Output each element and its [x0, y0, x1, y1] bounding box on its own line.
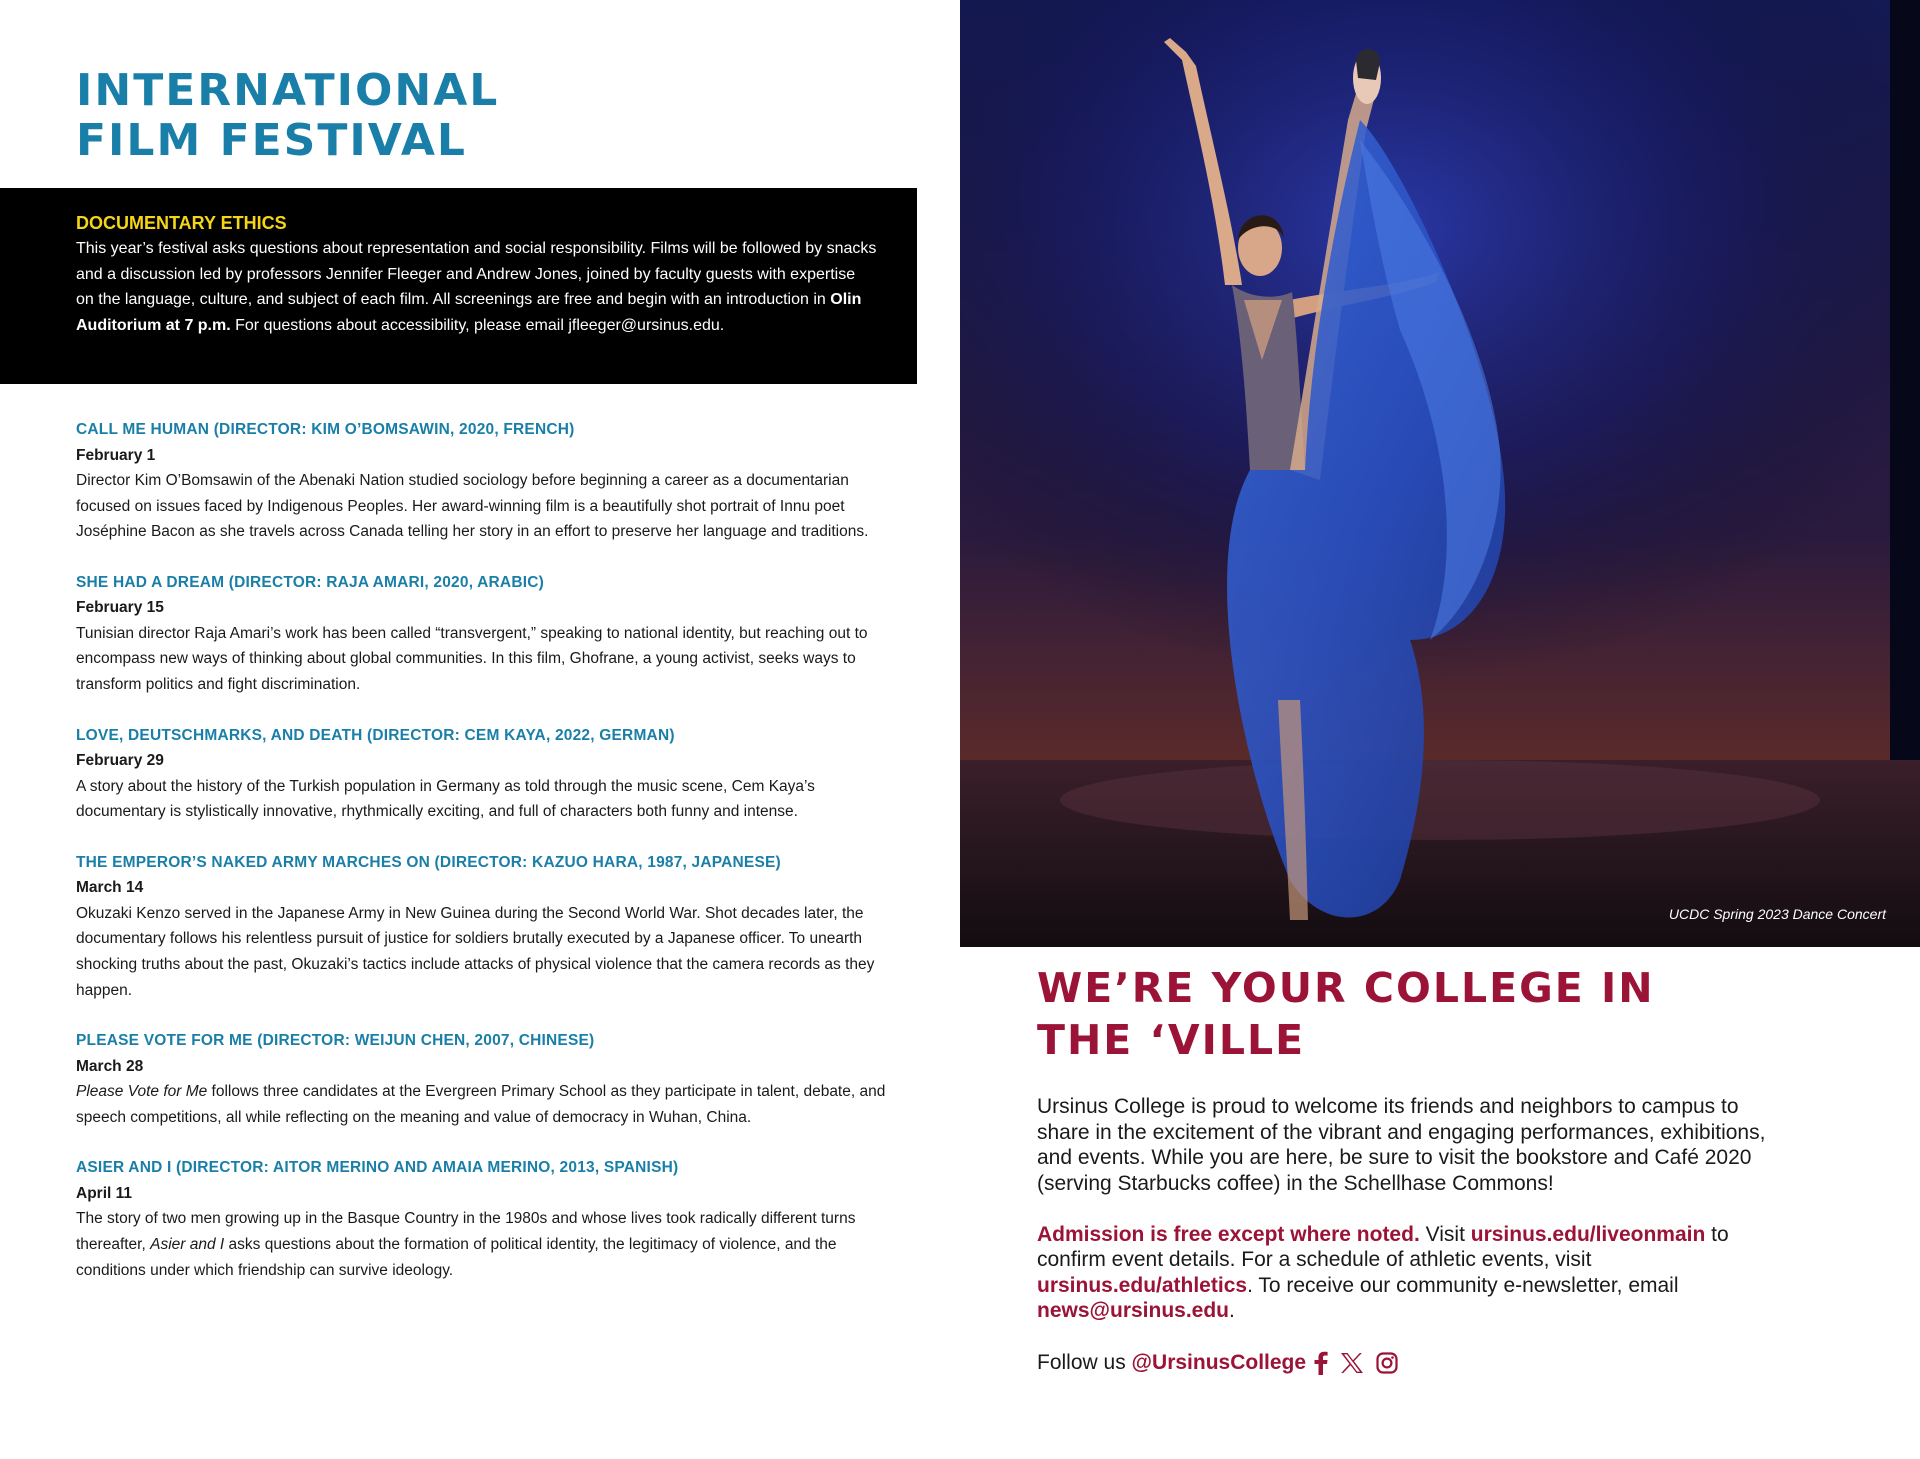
- film-date: April 11: [76, 1184, 132, 1202]
- festival-title-line1: INTERNATIONAL: [76, 65, 500, 116]
- film-description-text: follows three candidates at the Evergreen Primary School as they participate in talent, debate, and speech competitions, all while reflecting on the meaning and value of democracy in Wuhan, China.: [76, 1083, 886, 1126]
- admission-text: to confirm event details. For a schedule of athletic events, visit: [1037, 1222, 1729, 1271]
- intro-text: [76, 236, 877, 339]
- liveonmain-link[interactable]: ursinus.edu/liveonmain: [1470, 1222, 1706, 1246]
- headline-line2: THE ‘VILLE: [1037, 1016, 1306, 1064]
- intro-box: [0, 188, 917, 384]
- film-item: [76, 850, 891, 1003]
- film-title-italic: Asier and I: [150, 1235, 225, 1253]
- festival-title: [76, 66, 499, 166]
- college-headline: [1037, 962, 1877, 1066]
- intro-text-after: For questions about accessibility, please email jfleeger@ursinus.edu.: [230, 317, 725, 335]
- film-title: CALL ME HUMAN (DIRECTOR: KIM O’BOMSAWIN, 2020, FRENCH): [76, 421, 575, 438]
- festival-title-line2: FILM FESTIVAL: [76, 115, 467, 166]
- film-item: [76, 723, 891, 825]
- film-title: SHE HAD A DREAM (DIRECTOR: RAJA AMARI, 2020, ARABIC): [76, 573, 544, 591]
- headline-line1: WE’RE YOUR COLLEGE IN: [1037, 964, 1655, 1012]
- film-title-italic: Please Vote for Me: [76, 1083, 208, 1101]
- film-date: February 1: [76, 446, 156, 464]
- dancer-illustration: [960, 0, 1920, 947]
- athletics-link[interactable]: ursinus.edu/athletics: [1037, 1273, 1248, 1297]
- email-link[interactable]: news@ursinus.edu: [1037, 1299, 1230, 1322]
- film-list: [76, 417, 891, 1308]
- film-description: Director Kim O’Bomsawin of the Abenaki Nation studied sociology before beginning a career as a documentarian focused on issues faced by Indigenous Peoples. Her award-winning film is a beautifully shot portrait of Innu poet Joséphine Bacon as she travels across Canada telling her story in an effort to preserve her language and traditions.: [76, 472, 869, 541]
- film-item: [76, 417, 891, 545]
- film-item: [76, 1028, 891, 1130]
- film-description: [76, 1206, 891, 1283]
- admission-text: Visit: [1419, 1222, 1471, 1246]
- film-item: [76, 570, 891, 698]
- film-date: February 29: [76, 752, 164, 770]
- film-description: Okuzaki Kenzo served in the Japanese Army in New Guinea during the Second World War. Shot decades later, the documentary follows his relentless pursuit of justice for soldiers brutally executed by a Japanese officer. To unearth shocking truths about the past, Okuzaki’s tactics include attacks of physical violence that the camera records as they happen.: [76, 904, 875, 999]
- intro-heading: DOCUMENTARY ETHICS: [76, 213, 287, 233]
- film-date: February 15: [76, 599, 164, 617]
- follow-text: Follow us: [1037, 1350, 1126, 1374]
- dance-photo: [960, 0, 1920, 947]
- film-description: A story about the history of the Turkish population in Germany as told through the music scene, Cem Kaya’s documentary is stylistically innovative, rhythmically exciting, and full of characters both funny and intense.: [76, 777, 815, 821]
- film-description: Tunisian director Raja Amari’s work has been called “transvergent,” speaking to national identity, but reaching out to encompass new ways of thinking about global communities. In this film, Ghofrane, a young activist, seeks ways to transform politics and fight discrimination.: [76, 624, 868, 693]
- admission-notice: Admission is free except where noted.: [1037, 1222, 1420, 1246]
- film-date: March 28: [76, 1057, 144, 1075]
- instagram-icon[interactable]: [1376, 1352, 1398, 1374]
- welcome-paragraph: Ursinus College is proud to welcome its friends and neighbors to campus to share in the excitement of the vibrant and engaging performances, exhibitions, and events. While you are here, be sure to visit the bookstore and Café 2020 (serving Starbucks coffee) in the Schellhase Commons!: [1037, 1095, 1766, 1195]
- admission-paragraph: [1037, 1222, 1777, 1324]
- film-title: LOVE, DEUTSCHMARKS, AND DEATH (DIRECTOR: CEM KAYA, 2022, GERMAN): [76, 726, 675, 744]
- social-icons: [1314, 1351, 1398, 1375]
- photo-caption: UCDC Spring 2023 Dance Concert: [1668, 906, 1886, 922]
- film-date: March 14: [76, 879, 144, 897]
- film-description-text: asks questions about the formation of political identity, the legitimacy of violence, and the conditions under which friendship can survive ideology.: [76, 1235, 837, 1279]
- film-item: [76, 1155, 891, 1283]
- admission-text: .: [1229, 1299, 1235, 1322]
- admission-text: . To receive our community e-newsletter, email: [1247, 1273, 1679, 1297]
- film-title: ASIER AND I (DIRECTOR: AITOR MERINO AND AMAIA MERINO, 2013, SPANISH): [76, 1159, 679, 1177]
- x-icon[interactable]: [1340, 1352, 1364, 1374]
- film-description: [76, 1079, 891, 1130]
- follow-line: [1037, 1349, 1877, 1377]
- social-handle[interactable]: @UrsinusCollege: [1131, 1350, 1307, 1374]
- film-title: THE EMPEROR’S NAKED ARMY MARCHES ON (DIRECTOR: KAZUO HARA, 1987, JAPANESE): [76, 853, 781, 871]
- intro-location: Olin Auditorium at 7 p.m.: [76, 291, 862, 335]
- intro-text-before: This year’s festival asks questions about representation and social responsibility. Films will be followed by snacks and a discussion led by professors Jennifer Fleeger and Andrew Jones, joined by faculty guests with expertise on the language, culture, and subject of each film. All screenings are free and begin with an introduction in: [76, 240, 877, 309]
- film-title: PLEASE VOTE FOR ME (DIRECTOR: WEIJUN CHEN, 2007, CHINESE): [76, 1032, 595, 1050]
- film-description-pre: The story of two men growing up in the Basque Country in the 1980s and whose lives took radically different turns thereafter,: [76, 1210, 856, 1253]
- facebook-icon[interactable]: [1314, 1351, 1328, 1375]
- college-info: [1037, 962, 1877, 1377]
